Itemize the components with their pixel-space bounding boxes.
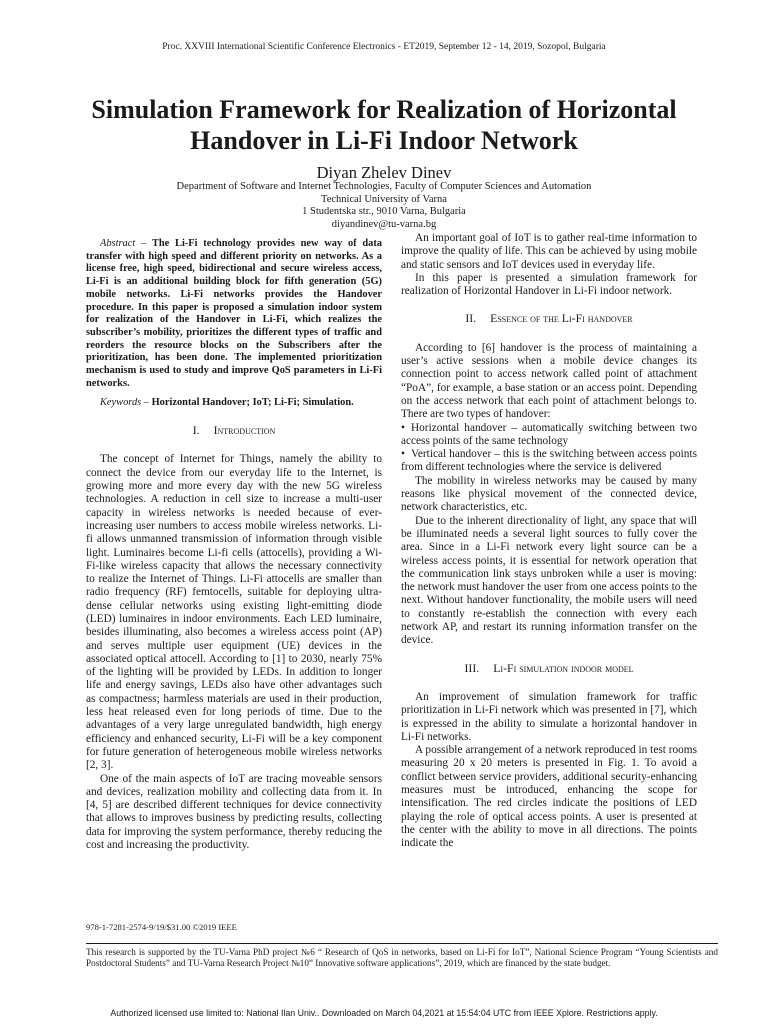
author-name: Diyan Zhelev Dinev: [316, 163, 452, 182]
essence-paragraph-2: The mobility in wireless networks may be caused by many reasons like physical movement of the connected device, network characteristics, etc.: [401, 474, 697, 514]
right-column: [401, 232, 697, 850]
paper-scope-paragraph: In this paper is presented a simulation framework for realization of Horizontal Handover in Li-Fi indoor network.: [401, 271, 697, 298]
bullet-horizontal-handover: [401, 422, 697, 449]
intro-paragraph-1: The concept of Internet for Things, namely the ability to connect the device from our everyday life to the Internet, is growing more and more every day with the new 5G wireless technologies. A reduction in cell size to increase a multi-user capacity in wireless networks is needed because of ever-increasing user numbers to access mobile wireless networks. Li-fi allows unmanned transmission of information through visible light. Luminaires become Li-fi cells (attocells), providing a Wi-Fi-like wireless capacity that allows the necessary connectivity to realize the Internet of Things. Li-Fi attocells are smaller than radio frequency (RF) femtocells, suitable for deploying ultra-dense cellular networks using existing light-emitting diode (LED) luminaires in indoor environments. Each LED luminaire, besides illuminating, also becomes a wireless access point (AP) and serves multiple user equipment (UE) devices in the associated optical attocell. According to [1] to 2030, nearly 75% of the lighting will be provided by LEDs. In addition to longer life and energy savings, LEDs also have other advantages such as compactness; harmless materials are used in their production, less heat released even for long periods of time. Due to the advantages of a very large unregulated bandwidth, high energy efficiency and enhanced security, Li-Fi will be a key component for future generation of heterogeneous mobile wireless networks [2, 3].: [86, 453, 382, 772]
essence-paragraph-1: According to [6] handover is the process of maintaining a user’s active sessions when a mobile device changes its connection point to access network called point of attachment “PoA”, for example, a base station or an access point. Depending on the access network that each point of attachment belongs to. There are two types of handover:: [401, 341, 697, 421]
left-column: [86, 238, 382, 852]
title-line-2: Handover in Li-Fi Indoor Network: [190, 126, 578, 155]
affiliation: [0, 181, 768, 231]
model-paragraph-2: A possible arrangement of a network reproduced in test rooms measuring 20 x 20 meters is presented in Fig. 1. To avoid a conflict between service providers, additional security-enhancing measures must be introduced, enhancing the scope for intensification. The red circles indicate the positions of LED playing the role of optical access points. A user is presented at the center with the ability to move in all directions. The points indicate the: [401, 744, 697, 850]
funding-footnote: This research is supported by the TU-Varna PhD project №6 “ Research of QoS in networks, based on Li-Fi for IoT”, National Science Program “Young Scientists and Postdoctoral Students” and TU-Varna Research Project №10” Innovative software applications”, 2019, which are financed by the state budget.: [86, 947, 718, 969]
affiliation-address: 1 Studentska str., 9010 Varna, Bulgaria: [302, 206, 466, 218]
abstract: [86, 238, 382, 390]
section-heading-introduction: [86, 424, 382, 437]
copyright-line: 978-1-7281-2574-9/19/$31.00 ©2019 IEEE: [86, 922, 237, 932]
bullet-text: Vertical handover – this is the switching between access points from different technologies where the service is delivered: [401, 448, 697, 474]
keywords-dash: –: [141, 397, 152, 409]
model-paragraph-1: An improvement of simulation framework for traffic prioritization in Li-Fi network which was presented in [7], which is expressed in the ability to simulate a horizontal handover in Li-Fi networks.: [401, 690, 697, 743]
section-heading-essence: [401, 312, 697, 325]
section-heading-model: [401, 662, 697, 675]
paper-title: [40, 94, 728, 156]
abstract-label: Abstract: [100, 238, 136, 249]
intro-paragraph-2: One of the main aspects of IoT are tracing moveable sensors and devices, realization mobility and collecting data from it. In [4, 5] are described different techniques for device connectivity that allows to improves business by predicting results, collecting data for improving the system performance, thereby reducing the cost and increasing the productivity.: [86, 772, 382, 852]
affiliation-university: Technical University of Varna: [321, 193, 447, 205]
section-number: I.: [192, 423, 200, 438]
title-line-1: Simulation Framework for Realization of Horizontal: [91, 95, 677, 124]
section-title: Li-Fi simulation indoor model: [493, 660, 634, 675]
bullet-icon: •: [401, 421, 405, 434]
essence-paragraph-3: Due to the inherent directionality of light, any space that will be illuminated needs a several light sources to fully cover the area. Since in a Li-Fi network every light source can be a wireless access points, it is essential for network operation that the communication link stays unbroken while a user is moving: the network must handover the user from one access points to the next. Without handover functionality, the mobile users will need to constantly re-establish the connection with every each network AP, and restart its running information transfer on the device.: [401, 514, 697, 647]
abstract-text: The Li-Fi technology provides new way of data transfer with high speed and different priority on networks. As a license free, high speed, bidirectional and secure wireless access, Li-Fi is an additional building block for fifth generation (5G) mobile networks. Li-Fi networks provides the Handover procedure. In this paper is proposed a simulation indoor system for realization of the Handover in Li-Fi, which realizes the subscriber’s mobility, prioritizes the different types of traffic and reorders the resource blocks on the Subscribers after the prioritization, has been done. The implemented prioritization mechanism is used to study and improve QoS parameters in Li-Fi networks.: [86, 238, 382, 389]
bullet-text: Horizontal handover – automatically switching between two access points of the same technology: [401, 421, 697, 447]
bullet-vertical-handover: [401, 448, 697, 475]
iot-goal-paragraph: An important goal of IoT is to gather real-time information to improve the quality of life. This can be achieved by using mobile and static sensors and IoT devices used in everyday life.: [401, 232, 697, 271]
affiliation-email[interactable]: diyandinev@tu-varna.bg: [331, 218, 437, 230]
abstract-dash: –: [135, 238, 152, 249]
keywords-text: Horizontal Handover; IoT; Li-Fi; Simulation.: [151, 397, 354, 409]
bullet-icon: •: [401, 448, 405, 461]
section-title: Introduction: [213, 423, 276, 438]
section-number: II.: [465, 311, 477, 326]
keywords: [86, 397, 382, 410]
section-title: Essence of the Li-Fi handover: [490, 311, 633, 326]
footnote-divider: [86, 943, 718, 944]
authorized-use-notice: Authorized licensed use limited to: National Ilan Univ.. Downloaded on March 04,2021 at 15:54:04 UTC from IEEE Xplore. Restrictions apply.: [110, 1008, 658, 1018]
conference-header: Proc. XXVIII International Scientific Conference Electronics - ET2019, September 12 - 14, 2019, Sozopol, Bulgaria: [162, 42, 606, 52]
section-number: III.: [464, 660, 480, 675]
affiliation-department: Department of Software and Internet Technologies, Faculty of Computer Sciences and Automation: [176, 181, 592, 192]
keywords-label: Keywords: [100, 397, 142, 409]
